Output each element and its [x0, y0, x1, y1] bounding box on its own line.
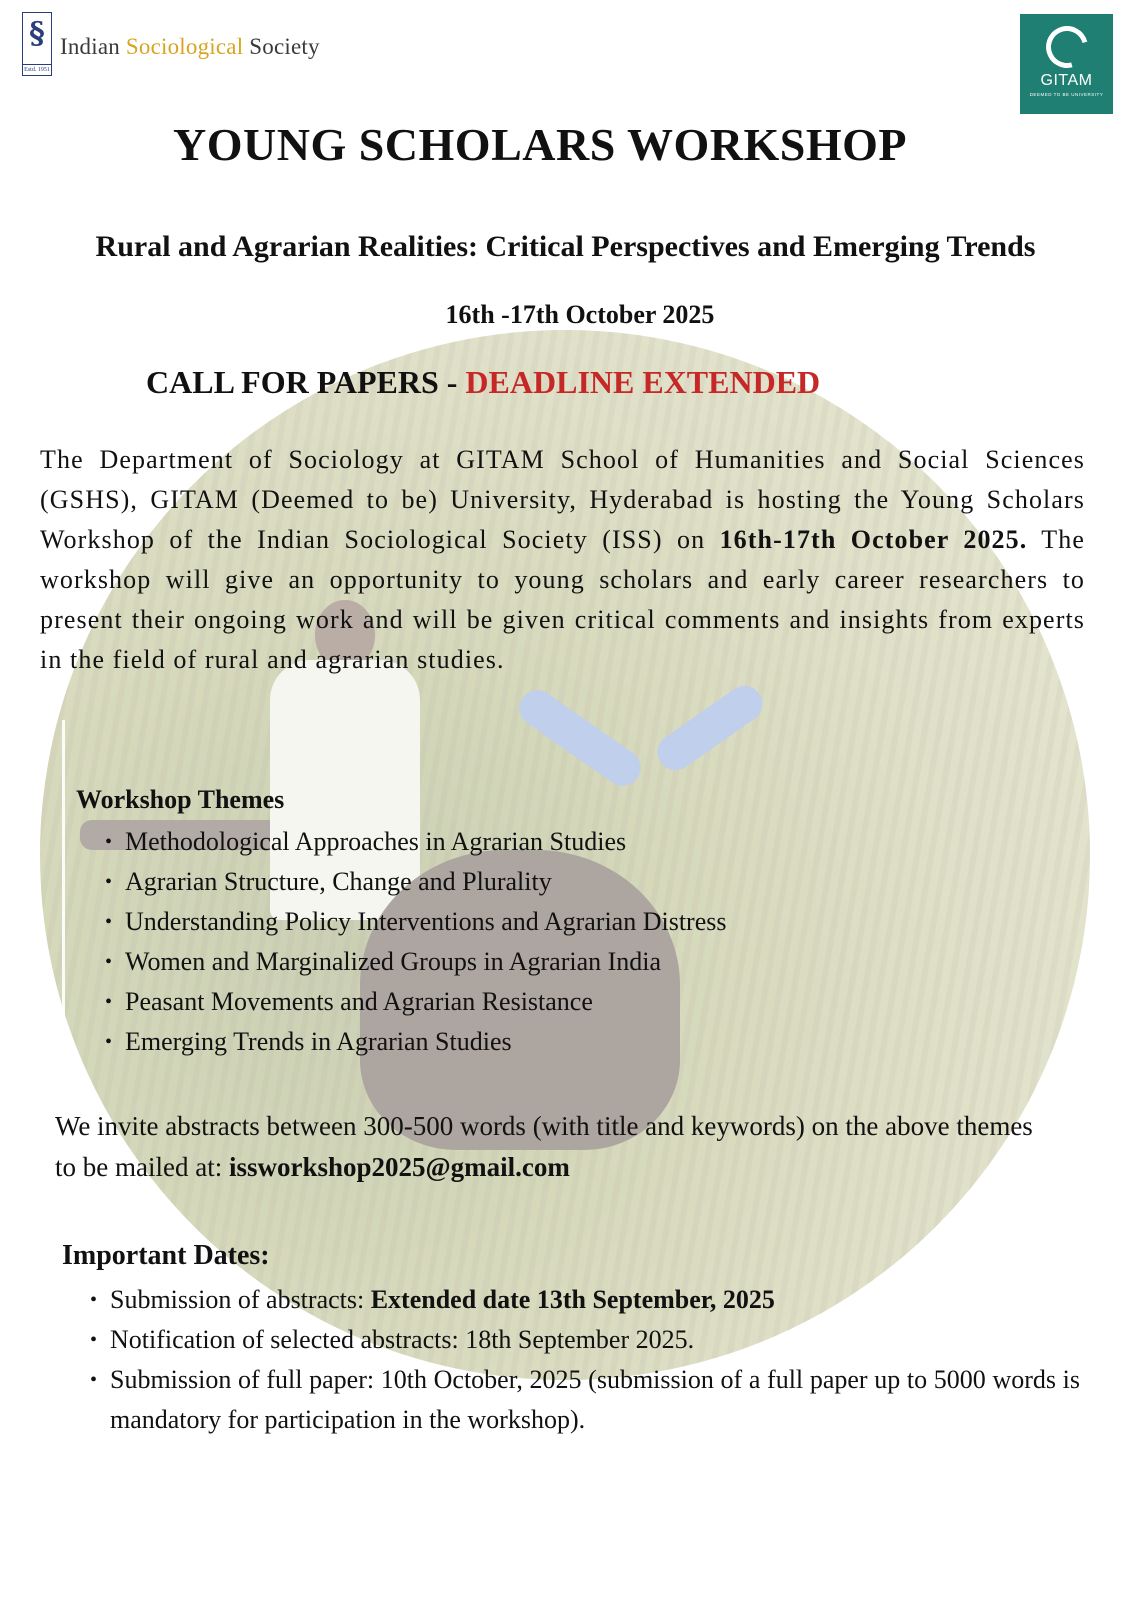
iss-emblem-icon: § Estd. 1951 — [22, 12, 52, 76]
workshop-subtitle: Rural and Agrarian Realities: Critical Perspectives and Emerging Trends — [95, 230, 1036, 263]
deadline-extended-label: DEADLINE EXTENDED — [465, 364, 821, 400]
list-item: • Methodological Approaches in Agrarian Studies — [105, 822, 727, 862]
gitam-logo — [1020, 14, 1113, 114]
invite-paragraph: We invite abstracts between 300-500 words (with title and keywords) on the above themes to be mailed at: issworkshop2025@gmail.com — [55, 1111, 1033, 1182]
list-item: • Submission of abstracts: Extended date 13th September, 2025 — [90, 1280, 1080, 1320]
gitam-subtitle: DEEMED TO BE UNIVERSITY — [1029, 92, 1104, 97]
list-item: • Submission of full paper: 10th October, 2025 (submission of a full paper up to 5000 words is mandatory for participation in the workshop). — [90, 1360, 1080, 1440]
list-item: • Understanding Policy Interventions and Agrarian Distress — [105, 902, 727, 942]
themes-list — [105, 822, 727, 1062]
gitam-name: GITAM — [1040, 72, 1093, 89]
themes-heading: Workshop Themes — [76, 785, 285, 814]
list-item: • Agrarian Structure, Change and Plurality — [105, 862, 727, 902]
important-dates-heading: Important Dates: — [62, 1240, 270, 1271]
list-item: • Peasant Movements and Agrarian Resistance — [105, 982, 727, 1022]
call-for-papers-heading: CALL FOR PAPERS - DEADLINE EXTENDED — [146, 364, 821, 400]
list-item: • Emerging Trends in Agrarian Studies — [105, 1022, 727, 1062]
iss-estd: Estd. 1951 — [23, 64, 51, 75]
intro-paragraph: The Department of Sociology at GITAM School of Humanities and Social Sciences (GSHS), GITAM (Deemed to be) University, Hyderabad is hosting the Young Scholars Workshop of the Indian Sociological Society (ISS) on 16th-17th October 2025. The workshop will give an opportunity to young scholars and early career researchers to present their ongoing work and will be given critical comments and insights from experts in the field of rural and agrarian studies. — [40, 445, 1086, 674]
gitam-swirl-icon — [1038, 18, 1095, 75]
list-item: • Notification of selected abstracts: 18th September 2025. — [90, 1320, 1080, 1360]
event-dates: 16th -17th October 2025 — [445, 300, 715, 329]
list-item: • Women and Marginalized Groups in Agrarian India — [105, 942, 727, 982]
important-dates-list — [90, 1280, 1080, 1440]
page-title: YOUNG SCHOLARS WORKSHOP — [173, 119, 907, 170]
iss-logo — [22, 12, 320, 76]
contact-email: issworkshop2025@gmail.com — [228, 1152, 570, 1182]
intro-dates: 16th-17th October 2025. — [719, 525, 1028, 554]
iss-name: Indian Sociological Society — [60, 34, 320, 59]
